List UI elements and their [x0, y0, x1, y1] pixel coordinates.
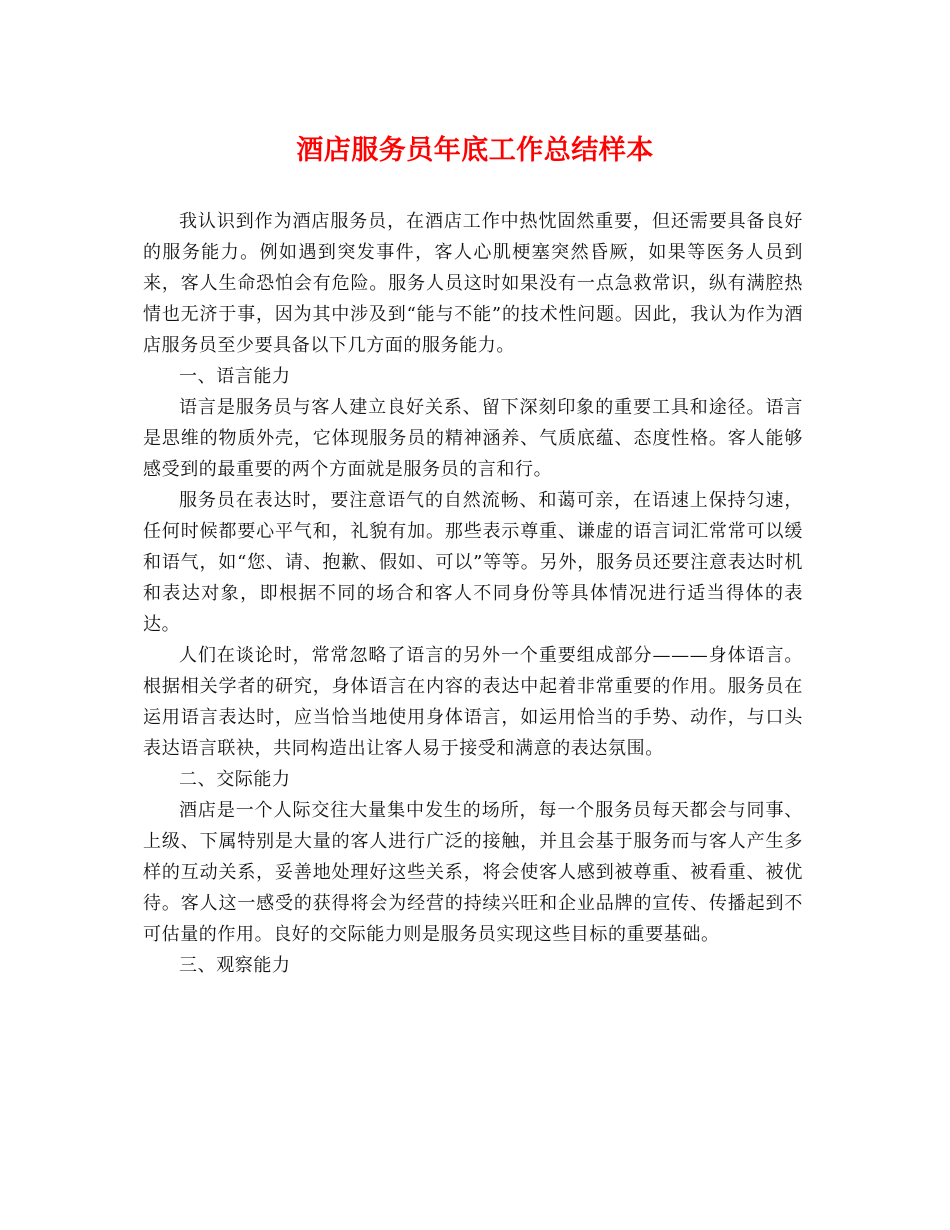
paragraph-intro: 我认识到作为酒店服务员，在酒店工作中热忱固然重要，但还需要具备良好的服务能力。例如遇到突发事件，客人心肌梗塞突然昏厥，如果等医务人员到来，客人生命恐怕会有危险。服务人员这时如果没有一点急救常识，纵有满腔热情也无济于事，因为其中涉及到“能与不能”的技术性问题。因此，我认为作为酒店服务员至少要具备以下几方面的服务能力。 — [143, 211, 803, 356]
paragraph-language-3: 人们在谈论时，常常忽略了语言的另外一个重要组成部分———身体语言。根据相关学者的研究，身体语言在内容的表达中起着非常重要的作用。服务员在运用语言表达时，应当恰当地使用身体语言，如运用恰当的手势、动作，与口头表达语言联袂，共同构造出让客人易于接受和满意的表达氛围。 — [143, 645, 803, 759]
paragraph-language-2: 服务员在表达时，要注意语气的自然流畅、和蔼可亲，在语速上保持匀速，任何时候都要心平气和，礼貌有加。那些表示尊重、谦虚的语言词汇常常可以缓和语气，如“您、请、抱歉、假如、可以”等等。另外，服务员还要注意表达时机和表达对象，即根据不同的场合和客人不同身份等具体情况进行适当得体的表达。 — [143, 490, 803, 635]
section-heading-language: 一、语言能力 — [179, 366, 291, 387]
paragraph-communication: 酒店是一个人际交往大量集中发生的场所，每一个服务员每天都会与同事、上级、下属特别是大量的客人进行广泛的接触，并且会基于服务而与客人产生多样的互动关系，妥善地处理好这些关系，将会使客人感到被尊重、被看重、被优待。客人这一感受的获得将会为经营的持续兴旺和企业品牌的宣传、传播起到不可估量的作用。良好的交际能力则是服务员实现这些目标的重要基础。 — [143, 800, 803, 945]
document-body — [143, 206, 803, 981]
section-heading-communication: 二、交际能力 — [179, 769, 291, 790]
paragraph-language-1: 语言是服务员与客人建立良好关系、留下深刻印象的重要工具和途径。语言是思维的物质外壳，它体现服务员的精神涵养、气质底蕴、态度性格。客人能够感受到的最重要的两个方面就是服务员的言和行。 — [143, 397, 803, 480]
document-title: 酒店服务员年底工作总结样本 — [296, 135, 654, 166]
section-heading-observation: 三、观察能力 — [179, 955, 291, 976]
